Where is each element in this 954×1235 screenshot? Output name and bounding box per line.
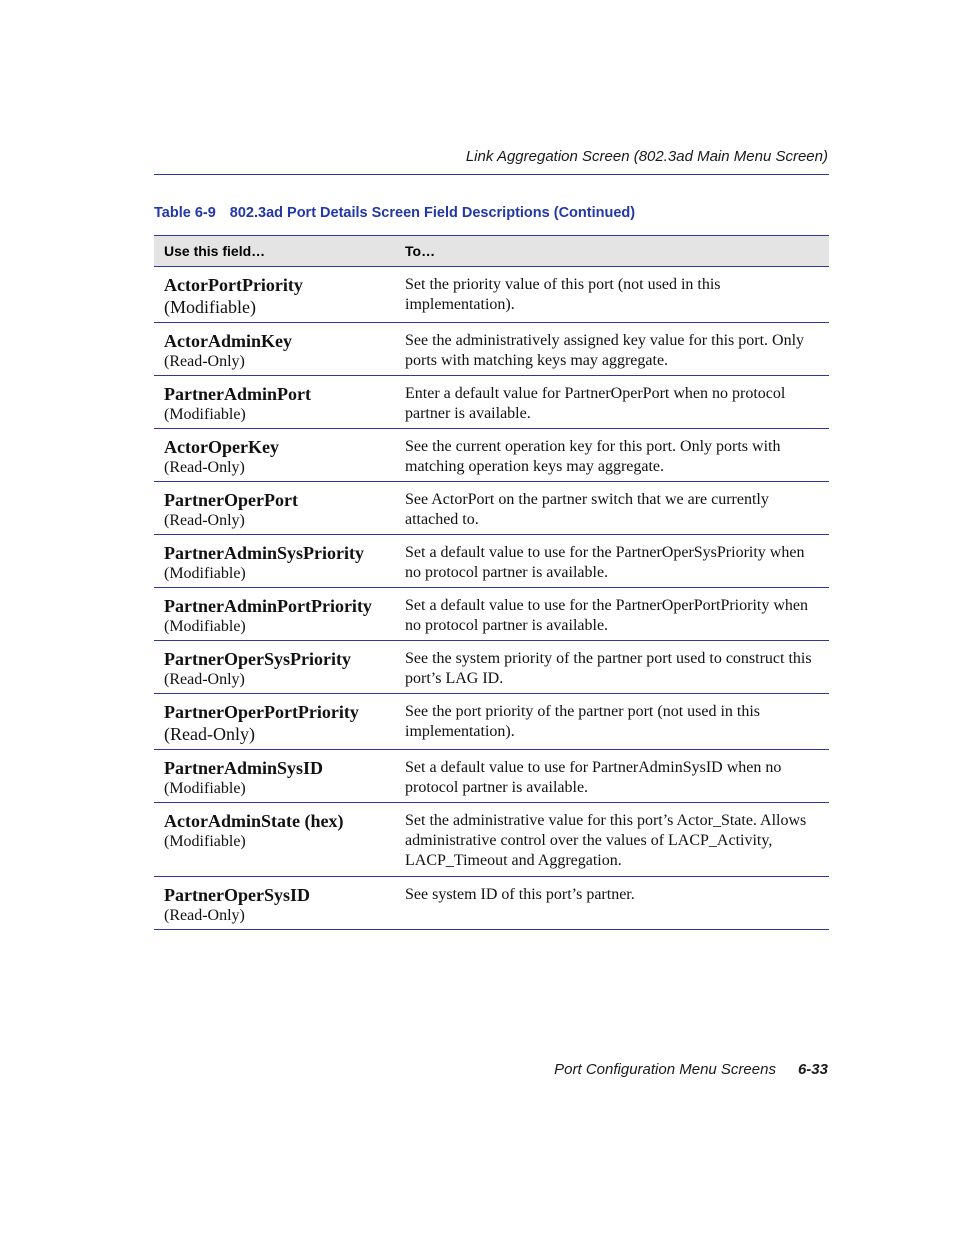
table-row (154, 323, 829, 376)
field-name: PartnerAdminPort (164, 384, 311, 404)
field-name: ActorPortPriority (164, 275, 303, 295)
table-row (154, 535, 829, 588)
table-row (154, 803, 829, 877)
field-name: PartnerOperPort (164, 490, 298, 510)
field-access-mode: (Read-Only) (164, 724, 255, 744)
field-description: Set a default value to use for the PartnerOperPortPriority when no protocol partner is available. (395, 588, 829, 641)
field-description: See ActorPort on the partner switch that we are currently attached to. (395, 482, 829, 535)
field-access-mode: (Read-Only) (164, 512, 245, 529)
table-row (154, 588, 829, 641)
page-number: 6-33 (797, 1061, 828, 1078)
field-description-table (154, 235, 829, 930)
page-footer (154, 1061, 828, 1078)
field-description: See the port priority of the partner port (not used in this implementation). (395, 694, 829, 750)
field-cell (154, 750, 395, 803)
field-description: Set the priority value of this port (not used in this implementation). (395, 267, 829, 323)
table-row (154, 482, 829, 535)
field-access-mode: (Modifiable) (164, 833, 246, 850)
field-access-mode: (Modifiable) (164, 406, 246, 423)
table-row (154, 429, 829, 482)
field-description: See system ID of this port’s partner. (395, 877, 829, 930)
field-access-mode: (Read-Only) (164, 907, 245, 924)
field-description: Set a default value to use for the PartnerOperSysPriority when no protocol partner is available. (395, 535, 829, 588)
field-name: PartnerAdminSysPriority (164, 543, 364, 563)
field-name: PartnerAdminSysID (164, 758, 324, 778)
field-access-mode: (Modifiable) (164, 618, 246, 635)
table-caption-title: 802.3ad Port Details Screen Field Descriptions (Continued) (229, 205, 636, 221)
table-row (154, 877, 829, 930)
table-caption-number: Table 6-9 (154, 205, 216, 221)
field-cell (154, 267, 395, 323)
table-row (154, 641, 829, 694)
field-access-mode: (Modifiable) (164, 780, 246, 797)
field-description: See the system priority of the partner port used to construct this port’s LAG ID. (395, 641, 829, 694)
header-rule (154, 174, 829, 175)
running-head-title: Link Aggregation Screen (802.3ad Main Menu Screen) (465, 148, 828, 165)
field-name: PartnerOperSysPriority (164, 649, 351, 669)
field-description: See the administratively assigned key value for this port. Only ports with matching keys may aggregate. (395, 323, 829, 376)
field-description: Set the administrative value for this port’s Actor_State. Allows administrative control over the values of LACP_Activity, LACP_Timeout and Aggregation. (395, 803, 829, 877)
field-name: PartnerOperPortPriority (164, 702, 359, 722)
field-cell (154, 323, 395, 376)
field-name: ActorAdminState (hex) (164, 811, 344, 831)
field-cell (154, 376, 395, 429)
table-body (154, 267, 829, 930)
footer-section-title: Port Configuration Menu Screens (554, 1061, 776, 1078)
field-cell (154, 803, 395, 877)
field-access-mode: (Modifiable) (164, 297, 256, 317)
field-access-mode: (Read-Only) (164, 671, 245, 688)
field-cell (154, 482, 395, 535)
field-name: PartnerAdminPortPriority (164, 596, 372, 616)
field-cell (154, 588, 395, 641)
field-access-mode: (Modifiable) (164, 565, 246, 582)
field-cell (154, 877, 395, 930)
field-name: ActorAdminKey (164, 331, 292, 351)
field-access-mode: (Read-Only) (164, 459, 245, 476)
field-description: Set a default value to use for PartnerAdminSysID when no protocol partner is available. (395, 750, 829, 803)
table-caption (154, 205, 834, 221)
table-row (154, 376, 829, 429)
field-name: ActorOperKey (164, 437, 279, 457)
field-cell (154, 694, 395, 750)
table-header-row (154, 236, 829, 267)
field-description: Enter a default value for PartnerOperPort when no protocol partner is available. (395, 376, 829, 429)
table-row (154, 694, 829, 750)
table-row (154, 750, 829, 803)
table-row (154, 267, 829, 323)
field-cell (154, 429, 395, 482)
field-cell (154, 535, 395, 588)
field-cell (154, 641, 395, 694)
field-access-mode: (Read-Only) (164, 353, 245, 370)
column-header-action: To… (395, 236, 829, 267)
column-header-field: Use this field… (154, 236, 395, 267)
field-description: See the current operation key for this port. Only ports with matching operation keys may aggregate. (395, 429, 829, 482)
field-name: PartnerOperSysID (164, 885, 310, 905)
